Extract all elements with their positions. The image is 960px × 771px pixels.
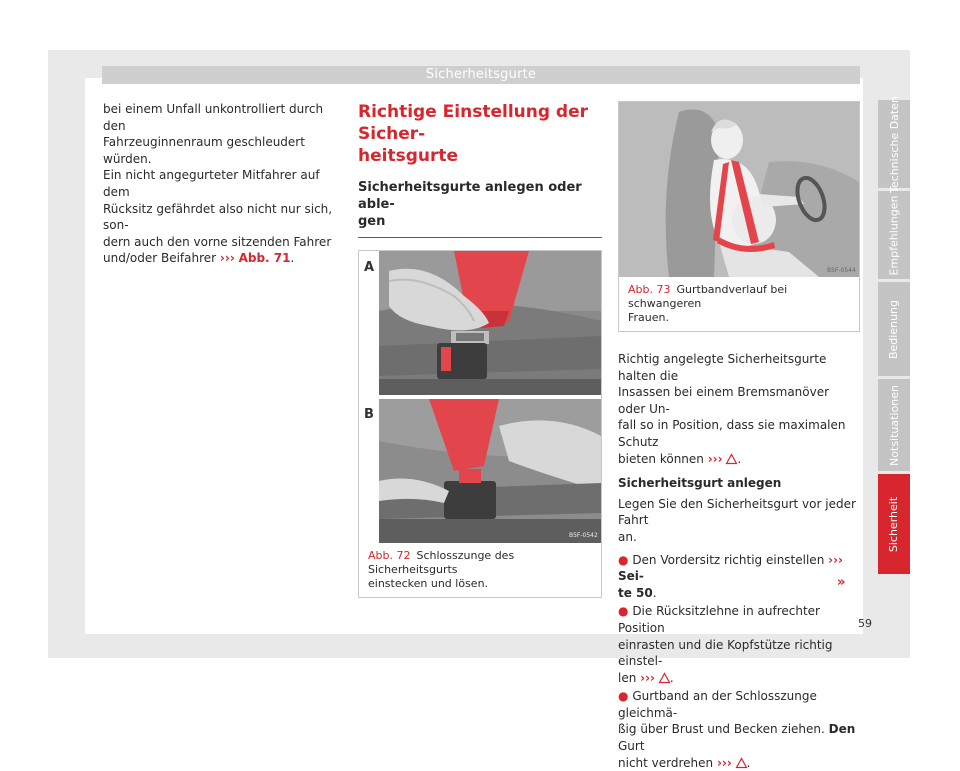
panel-label-a: A bbox=[364, 260, 375, 275]
figure-72 bbox=[358, 250, 602, 598]
section-title-line-1: Richtige Einstellung der Sicher- bbox=[358, 102, 589, 144]
page-ref-link-2[interactable]: te 50 bbox=[618, 585, 653, 600]
col1-line-2: Fahrzeuginnenraum geschleudert würden. bbox=[103, 135, 305, 166]
tab-label: Bedienung bbox=[887, 299, 901, 359]
bullet-3-line-3: nicht verdrehen bbox=[618, 755, 714, 770]
section-subtitle-line-2: gen bbox=[358, 214, 386, 229]
bullet-2-line-1: Die Rücksitzlehne in aufrechter Position bbox=[618, 604, 820, 635]
bullet-1: ● Den Vordersitz richtig einstellen ››› Sei- te 50. bbox=[618, 552, 843, 600]
bullet-marker: ● bbox=[618, 604, 629, 619]
figure-72-illustration bbox=[359, 251, 601, 543]
page-ref-link-1[interactable]: Sei- bbox=[618, 569, 644, 584]
warning-triangle-icon[interactable] bbox=[726, 454, 737, 464]
figure-73-label: Abb. 73 bbox=[628, 283, 671, 296]
bullet-3-bold: Den bbox=[828, 722, 856, 737]
figure-72-code: B5F-0542 bbox=[569, 532, 598, 539]
column-left bbox=[103, 101, 333, 267]
section-subtitle bbox=[358, 179, 602, 238]
col1-line-3: Ein nicht angegurteter Mitfahrer auf dem bbox=[103, 168, 320, 199]
ref-arrow: ››› bbox=[219, 251, 235, 266]
figure-73-caption bbox=[619, 277, 859, 331]
figure-73 bbox=[618, 101, 860, 332]
bullet-2-line-2: einrasten und die Kopfstütze richtig einstel- bbox=[618, 637, 833, 669]
intro-paragraph: Richtig angelegte Sicherheitsgurte halten die Insassen bei einem Bremsmanöver oder Un- fall so in Position, dass sie maximalen Schutz bieten können ››› . bbox=[618, 351, 860, 467]
col1-line-4: Rücksitz gefährdet also nicht nur sich, son- bbox=[103, 201, 333, 233]
subsection-heading: Sicherheitsgurt anlegen bbox=[618, 476, 782, 491]
bullet-1-text: Den Vordersitz richtig einstellen bbox=[632, 552, 825, 567]
bullet-3-line-1: Gurtband an der Schlosszunge gleichmä- bbox=[618, 689, 817, 720]
warning-ref-arrow: ››› bbox=[716, 755, 732, 770]
section-title-line-2: heitsgurte bbox=[358, 146, 459, 166]
col1-line-6-text: und/oder Beifahrer bbox=[103, 251, 217, 266]
column-middle bbox=[358, 101, 602, 598]
intro-line-3: fall so in Position, dass sie maximalen Schutz bbox=[618, 418, 846, 449]
section-subtitle-line-1: Sicherheitsgurte anlegen oder able- bbox=[358, 180, 582, 212]
chapter-tabs bbox=[878, 95, 910, 577]
section-title bbox=[358, 101, 602, 167]
warning-triangle-icon[interactable] bbox=[736, 758, 747, 768]
tab-sicherheit[interactable] bbox=[878, 474, 910, 574]
col1-line-5: dern auch den vorne sitzenden Fahrer bbox=[103, 234, 332, 249]
warning-ref-arrow: ››› bbox=[707, 451, 723, 466]
bullet-3-line-2a: ßig über Brust und Becken ziehen. bbox=[618, 722, 825, 737]
bullet-2: ● Die Rücksitzlehne in aufrechter Position einrasten und die Kopfstütze richtig einstel- len ››› . bbox=[618, 603, 860, 686]
figure-72-caption-line-1: Schlosszunge des Sicherheitsgurts bbox=[368, 549, 515, 576]
bullet-marker: ● bbox=[618, 552, 629, 567]
continue-arrow-icon: » bbox=[837, 575, 846, 590]
tab-empfehlungen[interactable] bbox=[878, 191, 910, 279]
page-number: 59 bbox=[858, 617, 872, 630]
tab-notsituationen[interactable] bbox=[878, 379, 910, 471]
tab-label: Sicherheit bbox=[887, 496, 901, 552]
bullet-2-line-3: len bbox=[618, 670, 637, 685]
instruction-paragraph bbox=[618, 496, 860, 546]
section-header: Sicherheitsgurte bbox=[102, 66, 860, 84]
figure-73-caption-line-1: Gurtbandverlauf bei schwangeren bbox=[628, 283, 788, 310]
warning-triangle-icon[interactable] bbox=[659, 673, 670, 683]
figure-72-label: Abb. 72 bbox=[368, 549, 411, 562]
tab-label: Empfehlungen bbox=[887, 195, 901, 275]
figure-73-code: B5F-0544 bbox=[827, 267, 856, 274]
intro-line-2: Insassen bei einem Bremsmanöver oder Un- bbox=[618, 385, 830, 416]
figure-73-caption-line-2: Frauen. bbox=[628, 311, 669, 324]
warning-ref-arrow: ››› bbox=[640, 670, 655, 685]
figure-72-caption bbox=[359, 543, 601, 597]
panel-label-b: B bbox=[364, 407, 374, 422]
figure-link-abb71[interactable]: Abb. 71 bbox=[238, 251, 291, 266]
tab-technische-daten[interactable] bbox=[878, 95, 910, 193]
bullet-marker: ● bbox=[618, 689, 629, 704]
bullet-3-line-2b: Gurt bbox=[618, 739, 645, 754]
instruction-line-1: Legen Sie den Sicherheitsgurt vor jeder Fahrt bbox=[618, 496, 856, 528]
column-right bbox=[618, 101, 860, 771]
intro-line-1: Richtig angelegte Sicherheitsgurte halten die bbox=[618, 352, 827, 383]
col1-line-1: bei einem Unfall unkontrolliert durch den bbox=[103, 102, 324, 133]
col1-period: . bbox=[290, 251, 295, 266]
page-ref-arrow: ››› bbox=[828, 552, 843, 567]
tab-bedienung[interactable] bbox=[878, 282, 910, 376]
intro-line-4: bieten können bbox=[618, 451, 704, 466]
figure-73-illustration bbox=[619, 102, 859, 277]
tab-label: Notsituationen bbox=[887, 384, 901, 466]
tab-label: Technische Daten bbox=[887, 95, 901, 193]
col1-line-6 bbox=[103, 250, 333, 267]
figure-72-caption-line-2: einstecken und lösen. bbox=[368, 577, 489, 590]
instruction-line-2: an. bbox=[618, 529, 637, 544]
bullet-3: ● Gurtband an der Schlosszunge gleichmä- ßig über Brust und Becken ziehen. Den Gurt nicht verdrehen ››› . bbox=[618, 689, 856, 770]
